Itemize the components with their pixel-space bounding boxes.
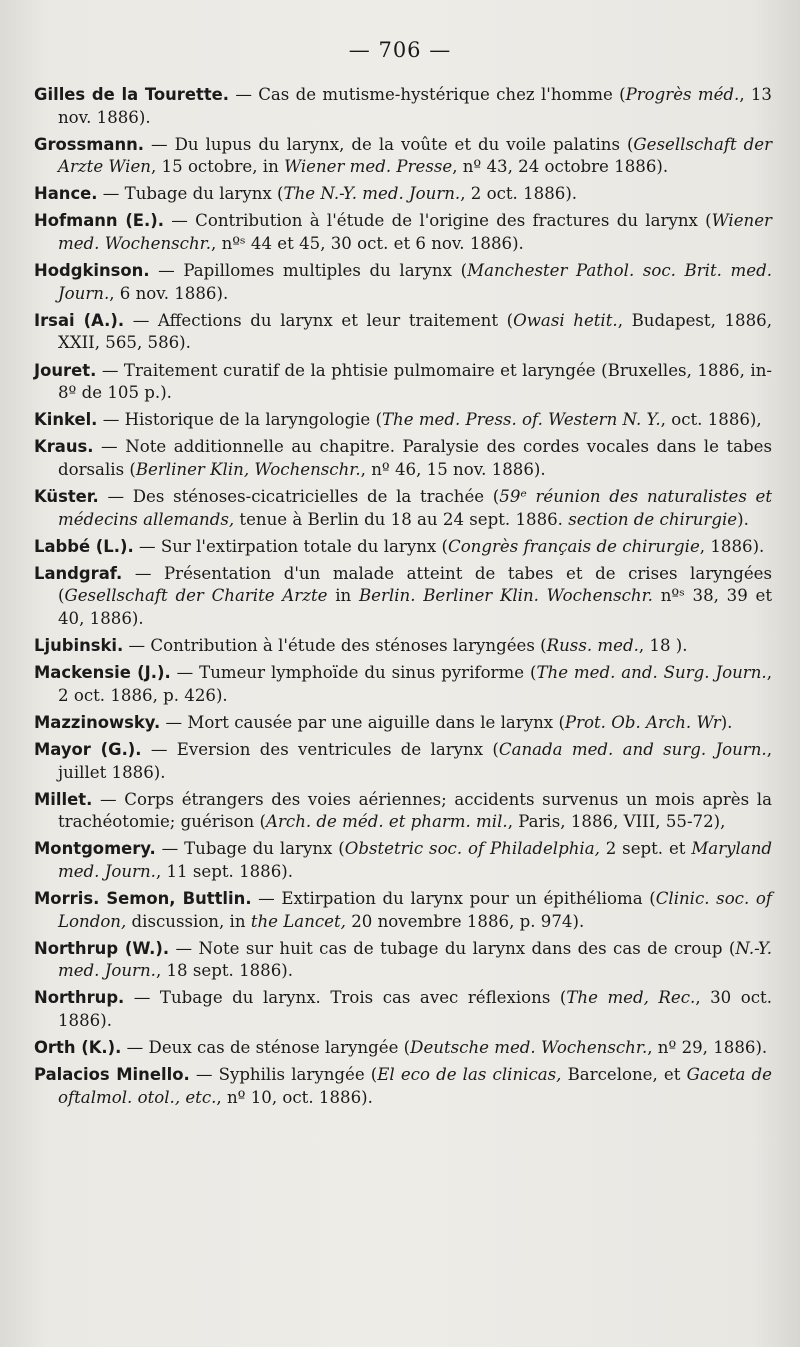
- entry-author: Mayor (G.).: [34, 739, 142, 759]
- entry-text: — Note additionnelle au chapitre. Paralysie des cordes vocales dans le tabes dorsalis (Berliner Klin, Wochenschr., nº 46, 15 nov. 1886).: [58, 437, 772, 479]
- bibliography-entry: [34, 310, 772, 355]
- bibliography-entry: [34, 563, 772, 631]
- entry-text: — Deux cas de sténose laryngée (Deutsche med. Wochenschr., nº 29, 1886).: [121, 1038, 768, 1058]
- entry-author: Millet.: [34, 789, 93, 809]
- page-number: — 706 —: [348, 38, 452, 62]
- entry-author: Jouret.: [34, 360, 97, 380]
- entry-author: Mackensie (J.).: [34, 663, 171, 683]
- entry-author: Palacios Minello.: [34, 1065, 190, 1085]
- entry-text: — Des sténoses-cicatricielles de la trachée (59ᵉ réunion des naturalistes et médecins allemands, tenue à Berlin du 18 au 24 sept. 1886. section de chirurgie).: [58, 487, 773, 529]
- bibliography-entry: [34, 436, 772, 481]
- entry-author: Mazzinowsky.: [34, 712, 161, 732]
- entry-text: — Contribution à l'étude des sténoses laryngées (Russ. med., 18 ).: [123, 636, 688, 656]
- entry-author: Küster.: [34, 487, 99, 506]
- entry-text: — Tumeur lymphoïde du sinus pyriforme (The med. and. Surg. Journ., 2 oct. 1886, p. 426).: [58, 663, 772, 705]
- entry-author: Hance.: [34, 184, 98, 204]
- entry-author: Montgomery.: [34, 839, 156, 859]
- entry-text: — Papillomes multiples du larynx (Manchester Pathol. soc. Brit. med. Journ., 6 nov. 1886).: [58, 261, 772, 303]
- bibliography-entry: [34, 360, 772, 405]
- entry-text: — Traitement curatif de la phtisie pulmomaire et laryngée (Bruxelles, 1886, in-8º de 105 p.).: [58, 360, 772, 403]
- bibliography-entry: [34, 210, 772, 255]
- bibliography-entry: [34, 888, 772, 933]
- entry-text: — Mort causée par une aiguille dans le larynx (Prot. Ob. Arch. Wr).: [160, 712, 733, 732]
- bibliography-entry: [34, 84, 772, 129]
- entry-author: Grossmann.: [34, 134, 145, 154]
- bibliography-entry: [34, 260, 772, 305]
- entry-author: Hodgkinson.: [34, 261, 150, 281]
- entry-author: Kraus.: [34, 437, 94, 457]
- entry-text: — Syphilis laryngée (El eco de las clinicas, Barcelone, et Gaceta de oftalmol. otol., etc., nº 10, oct. 1886).: [58, 1065, 772, 1107]
- entry-text: — Historique de la laryngologie (The med. Press. of. Western N. Y., oct. 1886),: [97, 410, 762, 430]
- bibliography-entry: [34, 938, 772, 983]
- bibliography-entry: [34, 536, 772, 559]
- bibliography-entry: [34, 134, 772, 179]
- bibliography-entry: [34, 1064, 772, 1109]
- entry-text: — Cas de mutisme-hystérique chez l'homme (Progrès méd., 13 nov. 1886).: [58, 85, 772, 127]
- entry-text: — Tubage du larynx (Obstetric soc. of Philadelphia, 2 sept. et Maryland med. Journ., 11 sept. 1886).: [58, 839, 773, 881]
- bibliography-entry: [34, 635, 772, 658]
- bibliography-entry: [34, 789, 772, 834]
- bibliography-entry: [34, 987, 772, 1032]
- bibliography-entry: [34, 712, 772, 735]
- entry-author: Hofmann (E.).: [34, 211, 164, 231]
- bibliography-entry: [34, 739, 772, 784]
- entry-text: — Corps étrangers des voies aériennes; accidents survenus un mois après la trachéotomie; guérison (Arch. de méd. et pharm. mil., Paris, 1886, VIII, 55-72),: [58, 789, 772, 832]
- entry-text: — Sur l'extirpation totale du larynx (Congrès français de chirurgie, 1886).: [133, 536, 765, 556]
- bibliography-list: [34, 84, 772, 1114]
- entry-author: Labbé (L.).: [34, 536, 134, 556]
- bibliography-entry: [34, 662, 772, 707]
- entry-author: Northrup.: [34, 988, 125, 1008]
- entry-author: Morris. Semon, Buttlin.: [34, 889, 252, 908]
- entry-author: Kinkel.: [34, 410, 98, 430]
- entry-text: — Tubage du larynx (The N.-Y. med. Journ., 2 oct. 1886).: [97, 184, 578, 204]
- entry-text: — Note sur huit cas de tubage du larynx dans des cas de croup (N.-Y. med. Journ., 18 sept. 1886).: [58, 938, 773, 981]
- entry-text: — Tubage du larynx. Trois cas avec réflexions (The med, Rec., 30 oct. 1886).: [58, 988, 772, 1030]
- entry-author: Gilles de la Tourette.: [34, 85, 230, 104]
- bibliography-entry: [34, 183, 772, 206]
- entry-author: Orth (K.).: [34, 1038, 122, 1058]
- entry-author: Irsai (A.).: [34, 310, 125, 330]
- entry-text: — Affections du larynx et leur traitement (Owasi hetit., Budapest, 1886, XXII, 565, 586).: [58, 310, 772, 353]
- entry-text: — Contribution à l'étude de l'origine des fractures du larynx (Wiener med. Wochenschr., nºˢ 44 et 45, 30 oct. et 6 nov. 1886).: [58, 211, 772, 254]
- bibliography-entry: [34, 838, 772, 883]
- bibliography-entry: [34, 486, 772, 531]
- entry-text: — Présentation d'un malade atteint de tabes et de crises laryngées (Gesellschaft der Charite Arzte in Berlin. Berliner Klin. Wochenschr. nºˢ 38, 39 et 40, 1886).: [58, 563, 773, 628]
- entry-text: — Eversion des ventricules de larynx (Canada med. and surg. Journ., juillet 1886).: [58, 739, 772, 782]
- entry-text: — Du lupus du larynx, de la voûte et du voile palatins (Gesellschaft der Arzte Wien, 15 octobre, in Wiener med. Presse, nº 43, 24 octobre 1886).: [58, 134, 772, 177]
- entry-author: Ljubinski.: [34, 636, 124, 656]
- entry-author: Northrup (W.).: [34, 938, 170, 958]
- bibliography-entry: [34, 1037, 772, 1060]
- entry-text: — Extirpation du larynx pour un épithélioma (Clinic. soc. of London, discussion, in the Lancet, 20 novembre 1886, p. 974).: [58, 889, 772, 931]
- bibliography-entry: [34, 409, 772, 432]
- entry-author: Landgraf.: [34, 563, 123, 583]
